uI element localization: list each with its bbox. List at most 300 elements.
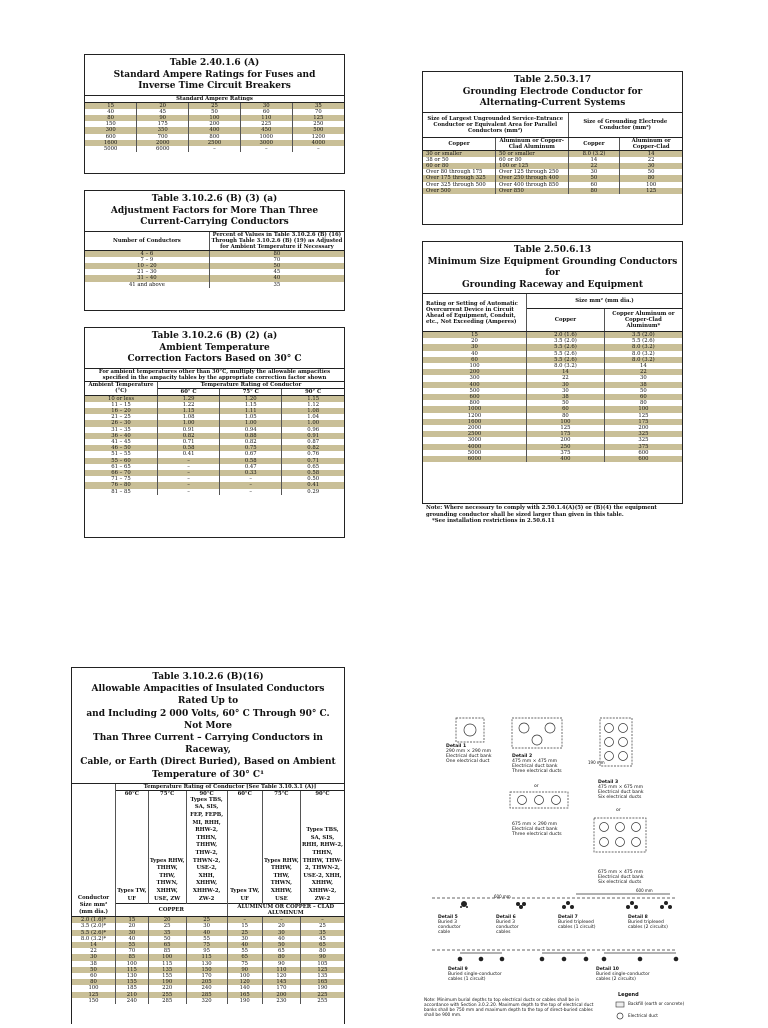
- table-standard-ampere-ratings: [84, 54, 345, 174]
- table-row: [72, 917, 344, 924]
- table-cell: 14: [620, 150, 682, 157]
- table-cell: –: [220, 489, 282, 495]
- detail-text: 675 mm × 290 mm: [512, 822, 558, 827]
- table-number: Table 2.50.6.13: [513, 245, 592, 255]
- table-cell: 1200: [311, 133, 326, 140]
- table-cell: 175: [137, 121, 189, 127]
- table-cell: 100: [72, 985, 116, 991]
- table-allowable-ampacities: [71, 667, 345, 1024]
- column-header: ALUMINUM OR COPPER – CLAD ALUMINUM: [227, 904, 344, 917]
- table-cell: 240: [116, 998, 149, 1004]
- table-cell: 3.5 (2.0): [604, 332, 682, 339]
- table-cell: 1600: [423, 419, 527, 425]
- detail-title: Detail 2: [512, 754, 533, 759]
- table-cell: Over 500: [423, 188, 496, 194]
- table-cell: 50 or smaller: [496, 150, 569, 157]
- table-cell: Over 850: [496, 188, 569, 194]
- table-row: [423, 188, 682, 194]
- table-cell: 0.94: [220, 427, 282, 433]
- table-cell: 5.5 (2.6): [527, 344, 605, 350]
- column-header: Types RHW, THHW, THW, THWN, XHHW, USE, ZW: [148, 797, 186, 904]
- table-cell: 40: [423, 351, 527, 357]
- table-cell: 0.82: [220, 439, 282, 445]
- table-cell: 1.12: [307, 401, 320, 408]
- table-cell: 1.15: [158, 408, 220, 414]
- table-cell: 41 and above: [85, 282, 209, 288]
- detail-label: [438, 915, 461, 935]
- table-cell: 165: [227, 992, 262, 998]
- detail-text: One electrical duct: [446, 759, 490, 764]
- note-text: *See installation restrictions in 2.50.6.11: [432, 518, 555, 524]
- table-cell: Over 80 through 175: [423, 169, 496, 175]
- table-ambient-correction: [84, 327, 345, 538]
- title-line: Correction Factors Based on 30° C: [127, 354, 302, 364]
- note-text: Note: Where necessary to comply with 2.50.1.4(A)(5) or (B)(4) the equipment grounding conductor shall be sized larger than given in this table.: [426, 505, 657, 518]
- table-cell: 230: [262, 998, 300, 1004]
- table-cell: 0.87: [307, 438, 320, 445]
- table-cell: 400: [189, 127, 241, 133]
- table-cell: –: [220, 482, 282, 488]
- table-cell: 185: [116, 985, 149, 991]
- table-cell: 0.65: [307, 463, 320, 470]
- table-cell: 0.82: [282, 445, 344, 451]
- table-cell: 1.00: [220, 420, 282, 426]
- table-cell: 22: [527, 375, 605, 381]
- table-cell: 170: [186, 973, 227, 979]
- table-cell: –: [158, 464, 220, 470]
- detail-label: [558, 915, 596, 930]
- table-cell: 500: [423, 388, 527, 394]
- table-cell: Over 175 through 325: [423, 175, 496, 181]
- table-cell: 1.15: [220, 402, 282, 408]
- detail-text: Electrical duct bank: [512, 827, 558, 832]
- table-number: Table 3.10.2.6 (B)(16): [152, 672, 264, 682]
- table-cell: 0.33: [220, 470, 282, 476]
- table-number: Table 2.50.3.17: [513, 75, 592, 85]
- title-line: Current-Carrying Conductors: [140, 217, 289, 227]
- duct-bank-outline: [456, 718, 484, 742]
- table-cell: 80: [620, 175, 682, 181]
- table-cell: 100: [423, 363, 527, 369]
- table-cell: 15: [116, 917, 149, 924]
- table-cell: 0.41: [158, 451, 220, 457]
- table-cell: 70: [314, 108, 322, 115]
- column-header: Ambient Temperature (°C): [85, 381, 158, 395]
- table-cell: 110: [240, 115, 292, 121]
- table-cell: 220: [148, 985, 186, 991]
- table-cell: 75: [227, 961, 262, 967]
- table-cell: 50: [647, 169, 655, 176]
- table-cell: 30: [72, 954, 116, 960]
- table-cell: 115: [148, 961, 186, 967]
- table-cell: 1.08: [158, 414, 220, 420]
- table-cell: 375: [604, 444, 682, 450]
- table-cell: 3000: [240, 140, 292, 146]
- table-cell: 60: [72, 973, 116, 979]
- table-cell: 22: [647, 156, 655, 163]
- table-cell: 0.58: [220, 458, 282, 464]
- table-cell: 80: [319, 948, 326, 955]
- table-cell: 125: [638, 412, 649, 419]
- table-cell: 450: [240, 127, 292, 133]
- dimension-label: 600 mm: [494, 894, 511, 899]
- table-cell: 40: [209, 275, 344, 281]
- column-header: Conductor Size mm² (mm dia.): [72, 797, 116, 917]
- table-cell: 8.0 (3.2): [527, 363, 605, 369]
- table-cell: 140: [227, 985, 262, 991]
- table-cell: 100: [527, 419, 605, 425]
- table-cell: 0.41: [282, 482, 344, 488]
- title-line: Temperature of 30° C¹: [151, 769, 265, 780]
- table-cell: 35: [292, 102, 344, 109]
- table-row: [423, 332, 682, 339]
- table-cell: 61 – 65: [85, 464, 158, 470]
- title-line: Grounding Electrode Conductor for: [462, 86, 643, 97]
- table-cell: 100: [189, 115, 241, 121]
- detail-text: cables: [496, 930, 511, 935]
- table-cell: 36 – 40: [85, 433, 158, 439]
- detail-label: [628, 915, 668, 930]
- table-cell: 350: [137, 127, 189, 133]
- column-header: 60° C: [158, 388, 220, 395]
- table-cell: –: [158, 458, 220, 464]
- table-cell: –: [158, 489, 220, 495]
- table-cell: 60: [604, 394, 682, 400]
- table-cell: 190: [227, 998, 262, 1004]
- table-cell: 125: [300, 967, 344, 973]
- table-cell: 70: [116, 948, 149, 954]
- table-cell: 600: [638, 449, 649, 456]
- table-cell: 5.5 (2.6): [632, 338, 655, 345]
- table-cell: –: [240, 146, 292, 152]
- table-cell: 0.29: [307, 488, 320, 495]
- table-cell: 100 or 125: [496, 163, 569, 169]
- correction-grid: [85, 369, 344, 495]
- table-cell: 115: [116, 967, 149, 973]
- table-cell: 130: [116, 973, 149, 979]
- table-cell: 115: [186, 954, 227, 960]
- legend-item: Backfill (earth or concrete): [628, 1001, 685, 1006]
- table-cell: 210: [116, 992, 149, 998]
- table-row: [85, 282, 344, 288]
- table-number: Table 3.10.2.6 (B) (2) (a): [151, 331, 278, 341]
- table-cell: 3.5 (2.0)*: [72, 923, 116, 929]
- column-header: Standard Ampere Ratings: [85, 96, 344, 103]
- table-cell: 325: [604, 431, 682, 437]
- table-cell: 125: [527, 425, 605, 431]
- table-cell: 90: [262, 961, 300, 967]
- table-cell: 1000: [240, 134, 292, 140]
- detail-title: Detail 5: [438, 915, 458, 920]
- table-cell: 1.15: [282, 395, 344, 402]
- table-cell: 14: [527, 369, 605, 375]
- table-cell: 7 – 9: [85, 257, 209, 263]
- title-line: Than Three Current – Carrying Conductors in Raceway,: [93, 733, 323, 756]
- table-cell: 35: [273, 281, 281, 288]
- table-cell: 65: [262, 948, 300, 954]
- table-cell: 150: [72, 998, 116, 1004]
- table-cell: 40: [262, 936, 300, 942]
- table-cell: 45: [319, 935, 326, 942]
- table-cell: 100: [646, 181, 657, 188]
- table-cell: 135: [317, 972, 328, 979]
- adjustment-grid: [85, 232, 344, 288]
- table-cell: 70: [273, 256, 281, 263]
- table-cell: 320: [186, 998, 227, 1004]
- table-cell: 40: [85, 109, 137, 115]
- column-header: Copper: [423, 137, 496, 150]
- table-row: [85, 395, 344, 402]
- table-cell: 2000: [423, 425, 527, 431]
- detail-text: 675 mm × 475 mm: [598, 870, 644, 875]
- column-header: Number of Conductors: [85, 232, 209, 251]
- column-header: Aluminum or Copper-Clad: [620, 137, 682, 150]
- table-cell: 600: [85, 134, 137, 140]
- table-cell: 1.00: [282, 420, 344, 426]
- table-cell: 50: [568, 175, 620, 181]
- column-header: Aluminum or Copper-Clad Aluminum: [496, 137, 569, 150]
- table-cell: 40: [186, 930, 227, 936]
- table-cell: 100: [227, 973, 262, 979]
- table-cell: 95: [186, 948, 227, 954]
- detail-text: conductor: [496, 925, 519, 930]
- table-cell: 80: [209, 250, 344, 257]
- column-header: Types TBS, SA, SIS, FEP, FEPB, MI, RHH, RHW-2, THHN, THHW, THW-2, THWN-2, USE-2, XHH, XHHW, XHHW-2, ZW-2: [186, 797, 227, 904]
- column-header: COPPER: [116, 904, 228, 917]
- table-cell: 4 – 6: [85, 250, 209, 257]
- table-cell: 600: [604, 456, 682, 462]
- column-header: Rating or Setting of Automatic Overcurrent Device in Circuit Ahead of Equipment, Conduit, etc., Not Exceeding (Amperes): [423, 294, 527, 332]
- column-header: 60°C: [227, 790, 262, 797]
- table-cell: 8.0 (3.2)*: [72, 936, 116, 942]
- table-cell: 35: [300, 930, 344, 936]
- table-cell: 120: [227, 979, 262, 985]
- table-cell: 22: [72, 948, 116, 954]
- table-cell: 1.11: [220, 408, 282, 414]
- figure-note: Note: Minimum burial depths to top electrical ducts or cables shall be in accordance with Section 3.0.2.20. Maximum depth to the top of electrical duct banks shall be 750 mm and maximum depth to the top of direct-buried cables shall be 900 mm.: [424, 998, 594, 1018]
- table-cell: 85: [148, 948, 186, 954]
- table-cell: 15: [85, 102, 137, 109]
- detail-text: cables (1 circuit): [558, 925, 596, 930]
- duct-icon: [464, 724, 476, 736]
- table-cell: 250: [527, 444, 605, 450]
- table-cell: 200: [423, 369, 527, 375]
- table-cell: 15: [423, 332, 527, 339]
- table-cell: 0.91: [282, 433, 344, 439]
- table-cell: 0.96: [307, 426, 320, 433]
- table-cell: 175: [604, 419, 682, 425]
- table-cell: –: [317, 145, 320, 152]
- table-row: [72, 998, 344, 1004]
- table-cell: 35: [148, 930, 186, 936]
- table-cell: 0.91: [158, 427, 220, 433]
- table-note: [426, 505, 688, 525]
- table-cell: 800: [189, 134, 241, 140]
- table-cell: 0.71: [282, 458, 344, 464]
- table-cell: 2500: [189, 140, 241, 146]
- table-cell: 45: [137, 109, 189, 115]
- table-cell: 55: [186, 936, 227, 942]
- table-cell: 8.0 (3.2): [604, 344, 682, 350]
- table-cell: 71 – 75: [85, 476, 158, 482]
- table-title: [85, 328, 344, 369]
- table-cell: 30: [568, 169, 620, 175]
- detail-text: Six electrical ducts: [598, 880, 642, 885]
- table-cell: 30: [116, 930, 149, 936]
- table-cell: 25: [186, 917, 227, 924]
- table-cell: 800: [423, 400, 527, 406]
- or-label: or: [534, 784, 539, 789]
- table-cell: 65: [300, 942, 344, 948]
- detail-title: Detail 9: [448, 967, 468, 972]
- detail-text: 290 mm × 290 mm: [446, 749, 492, 754]
- table-cell: 3.5 (2.0): [527, 338, 605, 344]
- detail-text: Six electrical ducts: [598, 795, 642, 800]
- detail-text: Electrical duct bank: [598, 875, 644, 880]
- table-cell: 30: [186, 923, 227, 929]
- table-cell: 5.5 (2.6): [527, 357, 605, 363]
- table-cell: –: [158, 482, 220, 488]
- table-cell: 41 – 45: [85, 439, 158, 445]
- column-header: Copper Aluminum or Copper-Clad Aluminum*: [604, 309, 682, 332]
- table-row: [85, 489, 344, 495]
- column-header: Types RHW, THHW, THW, THWN, XHHW, USE: [262, 797, 300, 904]
- table-cell: 1600: [85, 140, 137, 146]
- detail-text: Electrical duct bank: [512, 764, 558, 769]
- table-cell: 125: [292, 115, 344, 121]
- table-cell: 55 – 60: [85, 458, 158, 464]
- detail-text: cable: [438, 930, 451, 935]
- table-row: [85, 146, 344, 152]
- legend-item: Electrical duct: [628, 1013, 658, 1018]
- table-cell: –: [300, 917, 344, 924]
- table-adjustment-factors: [84, 190, 345, 311]
- table-cell: 14: [568, 157, 620, 163]
- table-cell: 200: [189, 121, 241, 127]
- table-cell: 1.29: [158, 395, 220, 402]
- table-cell: 60: [240, 109, 292, 115]
- table-cell: 30: [527, 388, 605, 394]
- detail-text: Buried triplexed: [628, 920, 664, 925]
- detail-text: Buried 3: [438, 920, 457, 925]
- detail-text: Buried triplexed: [558, 920, 594, 925]
- detail-title: Detail 10: [596, 967, 619, 972]
- detail-title: Detail 7: [558, 915, 578, 920]
- table-cell: 5000: [85, 146, 137, 152]
- table-cell: 80: [527, 413, 605, 419]
- table-cell: 120: [262, 973, 300, 979]
- table-cell: 175: [527, 431, 605, 437]
- table-cell: 155: [116, 979, 149, 985]
- table-cell: 145: [262, 979, 300, 985]
- table-cell: 38: [527, 394, 605, 400]
- table-cell: 75: [186, 942, 227, 948]
- table-cell: 110: [262, 967, 300, 973]
- table-cell: 22: [604, 369, 682, 375]
- table-cell: 55: [116, 942, 149, 948]
- table-cell: 6000: [423, 456, 527, 462]
- table-cell: 15: [227, 923, 262, 929]
- table-cell: 40: [116, 936, 149, 942]
- table-cell: 325: [638, 437, 649, 444]
- detail-label: [448, 967, 502, 982]
- table-cell: 130: [186, 961, 227, 967]
- table-cell: 285: [148, 998, 186, 1004]
- table-cell: 1.20: [220, 395, 282, 402]
- table-cell: 200: [262, 992, 300, 998]
- table-cell: 5.5 (2.6)*: [72, 930, 116, 936]
- detail-text: Electrical duct bank: [598, 790, 644, 795]
- column-header: 75°C: [148, 790, 186, 797]
- table-cell: 1.00: [158, 420, 220, 426]
- detail-title: Detail 8: [628, 915, 648, 920]
- table-cell: 50: [148, 936, 186, 942]
- dimension-label: 190 mm: [588, 760, 605, 765]
- title-line: Grounding Raceway and Equipment: [461, 279, 644, 290]
- table-cell: 2000: [137, 140, 189, 146]
- table-row: [85, 102, 344, 109]
- table-cell: 135: [148, 967, 186, 973]
- table-cell: –: [189, 146, 241, 152]
- table-cell: 25: [148, 923, 186, 929]
- table-cell: 38: [72, 961, 116, 967]
- table-cell: 200: [527, 437, 605, 443]
- detail-title: Detail 1: [446, 744, 467, 749]
- table-cell: 400: [527, 456, 605, 462]
- table-cell: 65: [227, 954, 262, 960]
- table-cell: 20: [137, 102, 189, 109]
- table-cell: 10 – 20: [85, 263, 209, 269]
- table-cell: 0.58: [282, 470, 344, 476]
- table-cell: 30: [240, 102, 292, 109]
- table-cell: 38: [604, 382, 682, 388]
- table-cell: 80: [262, 954, 300, 960]
- table-cell: 90: [137, 115, 189, 121]
- table-cell: 8.0 (3.2): [632, 350, 655, 357]
- detail-label: [512, 754, 562, 774]
- table-cell: 66 – 70: [85, 470, 158, 476]
- table-title: [85, 191, 344, 232]
- table-cell: 50: [189, 109, 241, 115]
- detail-text: 475 mm × 675 mm: [598, 785, 644, 790]
- column-header: Temperature Rating of Conductor: [158, 381, 344, 388]
- table-cell: 105: [317, 960, 328, 967]
- table-cell: Over 125 through 250: [496, 169, 569, 175]
- column-header: Copper: [568, 137, 620, 150]
- duct-legend-icon: [617, 1013, 623, 1019]
- table-cell: 80: [85, 115, 137, 121]
- table-cell: 0.82: [158, 433, 220, 439]
- duct-bank-figure: [418, 710, 688, 1024]
- table-cell: 46 – 50: [85, 445, 158, 451]
- table-title: [85, 55, 344, 96]
- detail-label: [446, 744, 492, 764]
- table-cell: 170: [262, 985, 300, 991]
- table-cell: Over 325 through 500: [423, 182, 496, 188]
- table-cell: 50: [209, 263, 344, 269]
- table-grounding-electrode-conductor: [422, 71, 683, 225]
- table-cell: 400: [423, 382, 527, 388]
- table-cell: 155: [148, 973, 186, 979]
- table-cell: 600: [423, 394, 527, 400]
- table-cell: 300: [85, 127, 137, 133]
- column-header: Types TW, UF: [116, 797, 149, 904]
- table-cell: 1000: [423, 406, 527, 412]
- table-cell: 375: [527, 450, 605, 456]
- detail-text: Buried 3: [496, 920, 515, 925]
- column-header: 60°C: [116, 790, 149, 797]
- table-cell: 0.71: [158, 439, 220, 445]
